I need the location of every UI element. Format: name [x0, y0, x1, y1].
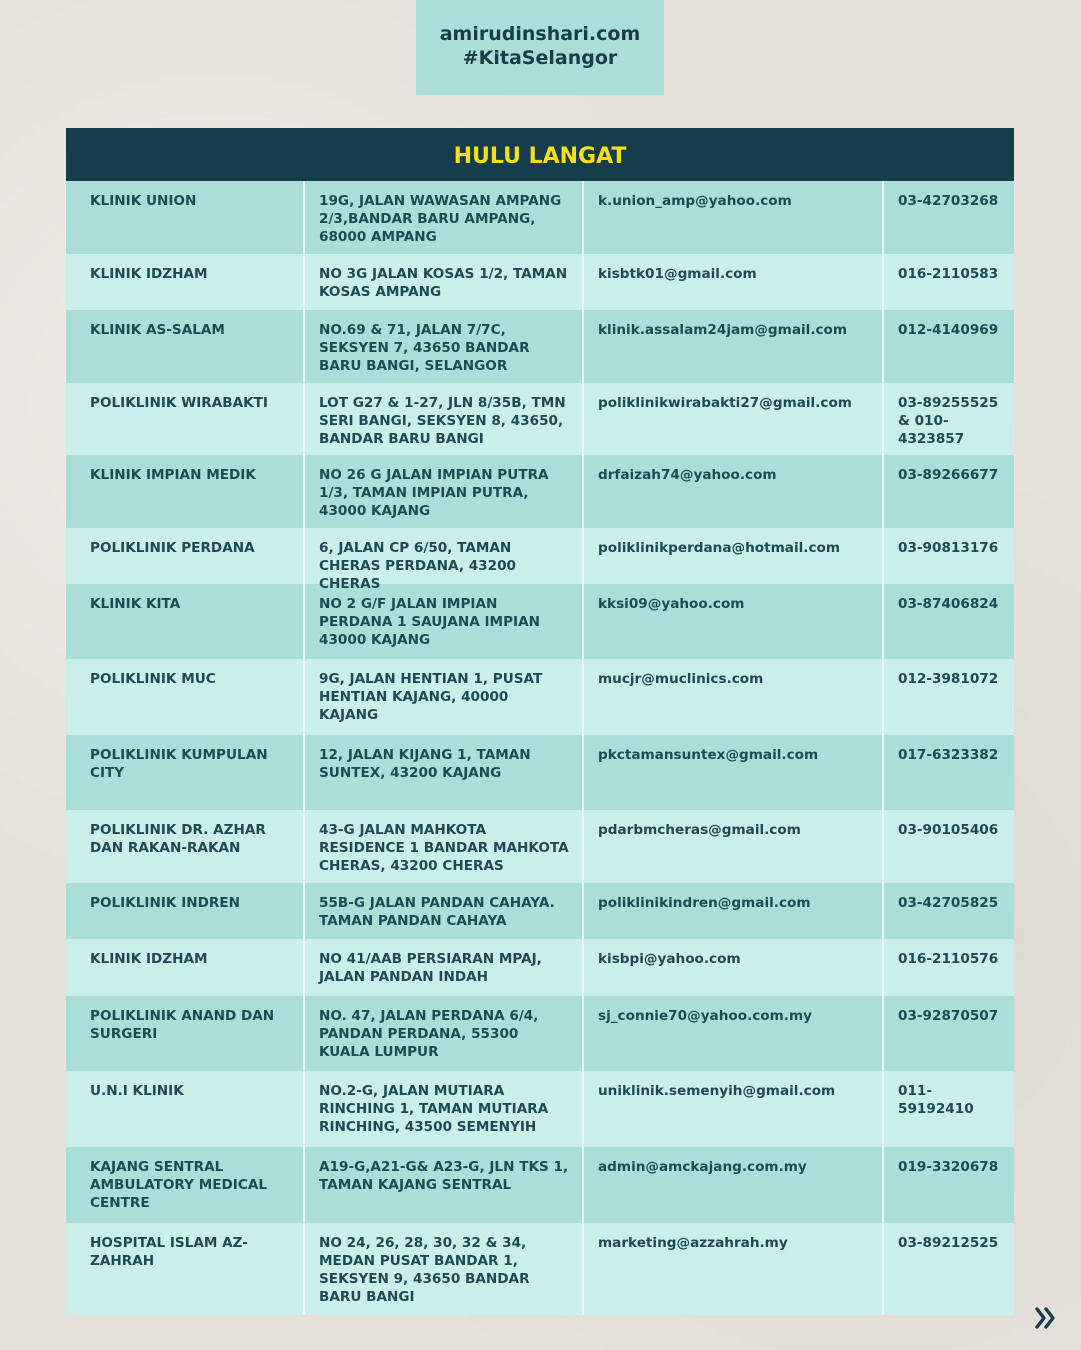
clinic-name: KLINIK KITA [66, 584, 305, 659]
clinic-address: NO 24, 26, 28, 30, 32 & 34, MEDAN PUSAT BANDAR 1, SEKSYEN 9, 43650 BANDAR BARU BANGI [305, 1223, 584, 1315]
table-row [66, 181, 1014, 254]
clinic-email: sj_connie70@yahoo.com.my [584, 996, 884, 1071]
clinic-name: POLIKLINIK DR. AZHAR DAN RAKAN-RAKAN [66, 810, 305, 883]
clinic-address: NO 41/AAB PERSIARAN MPAJ, JALAN PANDAN INDAH [305, 939, 584, 996]
clinic-phone: 03-42705825 [898, 895, 999, 911]
table-row [66, 883, 1014, 939]
clinic-phone: 011-59192410 [898, 1083, 974, 1117]
table-row [66, 810, 1014, 883]
clinic-phone: 017-6323382 [898, 747, 999, 763]
clinic-phone: 03-87406824 [898, 596, 999, 612]
clinic-name: POLIKLINIK MUC [66, 659, 305, 735]
table-row [66, 254, 1014, 310]
header-box [416, 0, 664, 95]
clinic-address: NO.2-G, JALAN MUTIARA RINCHING 1, TAMAN MUTIARA RINCHING, 43500 SEMENYIH [305, 1071, 584, 1147]
clinic-email: kisbtk01@gmail.com [584, 254, 884, 310]
clinic-name: KAJANG SENTRAL AMBULATORY MEDICAL CENTRE [66, 1147, 305, 1223]
table-body [66, 181, 1014, 1315]
site-name: amirudinshari.com [439, 23, 641, 45]
clinic-address: NO 3G JALAN KOSAS 1/2, TAMAN KOSAS AMPANG [305, 254, 584, 310]
table-row [66, 455, 1014, 528]
table-row [66, 383, 1014, 455]
clinic-phone: 03-89212525 [898, 1235, 999, 1251]
clinic-name: POLIKLINIK ANAND DAN SURGERI [66, 996, 305, 1071]
clinic-name: KLINIK IDZHAM [66, 939, 305, 996]
table-row [66, 996, 1014, 1071]
table-row [66, 1147, 1014, 1223]
clinic-email: klinik.assalam24jam@gmail.com [584, 310, 884, 383]
clinic-address: NO 26 G JALAN IMPIAN PUTRA 1/3, TAMAN IMPIAN PUTRA, 43000 KAJANG [305, 455, 584, 528]
clinic-email: kksi09@yahoo.com [584, 584, 884, 659]
clinic-phone: 012-3981072 [898, 671, 999, 687]
clinic-address: 19G, JALAN WAWASAN AMPANG 2/3,BANDAR BARU AMPANG, 68000 AMPANG [305, 181, 584, 254]
hashtag: #KitaSelangor [462, 47, 618, 69]
clinic-name: HOSPITAL ISLAM AZ-ZAHRAH [66, 1223, 305, 1315]
clinic-table [66, 128, 1014, 1315]
clinic-email: admin@amckajang.com.my [584, 1147, 884, 1223]
table-row [66, 735, 1014, 810]
clinic-phone: 03-89266677 [898, 467, 999, 483]
clinic-email: k.union_amp@yahoo.com [584, 181, 884, 254]
clinic-address: 55B-G JALAN PANDAN CAHAYA. TAMAN PANDAN CAHAYA [305, 883, 584, 939]
clinic-name: U.N.I KLINIK [66, 1071, 305, 1147]
clinic-email: kisbpi@yahoo.com [584, 939, 884, 996]
table-row [66, 310, 1014, 383]
clinic-name: KLINIK IMPIAN MEDIK [66, 455, 305, 528]
clinic-phone: 03-90813176 [898, 540, 999, 556]
clinic-name: KLINIK UNION [66, 181, 305, 254]
clinic-address: 6, JALAN CP 6/50, TAMAN CHERAS PERDANA, 43200 CHERAS [305, 528, 584, 584]
clinic-name: POLIKLINIK KUMPULAN CITY [66, 735, 305, 810]
clinic-phone: 03-92870507 [898, 1008, 999, 1024]
clinic-address: 12, JALAN KIJANG 1, TAMAN SUNTEX, 43200 KAJANG [305, 735, 584, 810]
clinic-email: poliklinikperdana@hotmail.com [584, 528, 884, 584]
clinic-address: NO. 47, JALAN PERDANA 6/4, PANDAN PERDANA, 55300 KUALA LUMPUR [305, 996, 584, 1071]
clinic-name: POLIKLINIK PERDANA [66, 528, 305, 584]
table-row [66, 659, 1014, 735]
clinic-phone: 03-89255525 & 010-4323857 [898, 395, 999, 447]
clinic-address: NO.69 & 71, JALAN 7/7C, SEKSYEN 7, 43650 BANDAR BARU BANGI, SELANGOR [305, 310, 584, 383]
clinic-address: LOT G27 & 1-27, JLN 8/35B, TMN SERI BANGI, SEKSYEN 8, 43650, BANDAR BARU BANGI [305, 383, 584, 455]
clinic-phone: 03-90105406 [898, 822, 999, 838]
clinic-name: POLIKLINIK INDREN [66, 883, 305, 939]
table-row [66, 1071, 1014, 1147]
clinic-phone: 016-2110576 [898, 951, 999, 967]
clinic-name: KLINIK AS-SALAM [66, 310, 305, 383]
clinic-email: uniklinik.semenyih@gmail.com [584, 1071, 884, 1147]
clinic-name: POLIKLINIK WIRABAKTI [66, 383, 305, 455]
clinic-email: poliklinikindren@gmail.com [584, 883, 884, 939]
clinic-address: 9G, JALAN HENTIAN 1, PUSAT HENTIAN KAJANG, 40000 KAJANG [305, 659, 584, 735]
clinic-name: KLINIK IDZHAM [66, 254, 305, 310]
clinic-address: NO 2 G/F JALAN IMPIAN PERDANA 1 SAUJANA IMPIAN 43000 KAJANG [305, 584, 584, 659]
clinic-phone: 016-2110583 [898, 266, 999, 282]
table-row [66, 1223, 1014, 1315]
table-row [66, 939, 1014, 996]
clinic-email: mucjr@muclinics.com [584, 659, 884, 735]
clinic-email: drfaizah74@yahoo.com [584, 455, 884, 528]
double-chevron-right-icon[interactable] [1034, 1306, 1058, 1330]
clinic-email: pdarbmcheras@gmail.com [584, 810, 884, 883]
clinic-address: A19-G,A21-G& A23-G, JLN TKS 1, TAMAN KAJANG SENTRAL [305, 1147, 584, 1223]
clinic-address: 43-G JALAN MAHKOTA RESIDENCE 1 BANDAR MAHKOTA CHERAS, 43200 CHERAS [305, 810, 584, 883]
clinic-email: poliklinikwirabakti27@gmail.com [584, 383, 884, 455]
clinic-email: pkctamansuntex@gmail.com [584, 735, 884, 810]
clinic-phone: 03-42703268 [898, 193, 999, 209]
clinic-email: marketing@azzahrah.my [584, 1223, 884, 1315]
table-title: HULU LANGAT [66, 128, 1014, 181]
table-row [66, 528, 1014, 592]
clinic-phone: 012-4140969 [898, 322, 999, 338]
table-row [66, 584, 1014, 659]
clinic-phone: 019-3320678 [898, 1159, 999, 1175]
